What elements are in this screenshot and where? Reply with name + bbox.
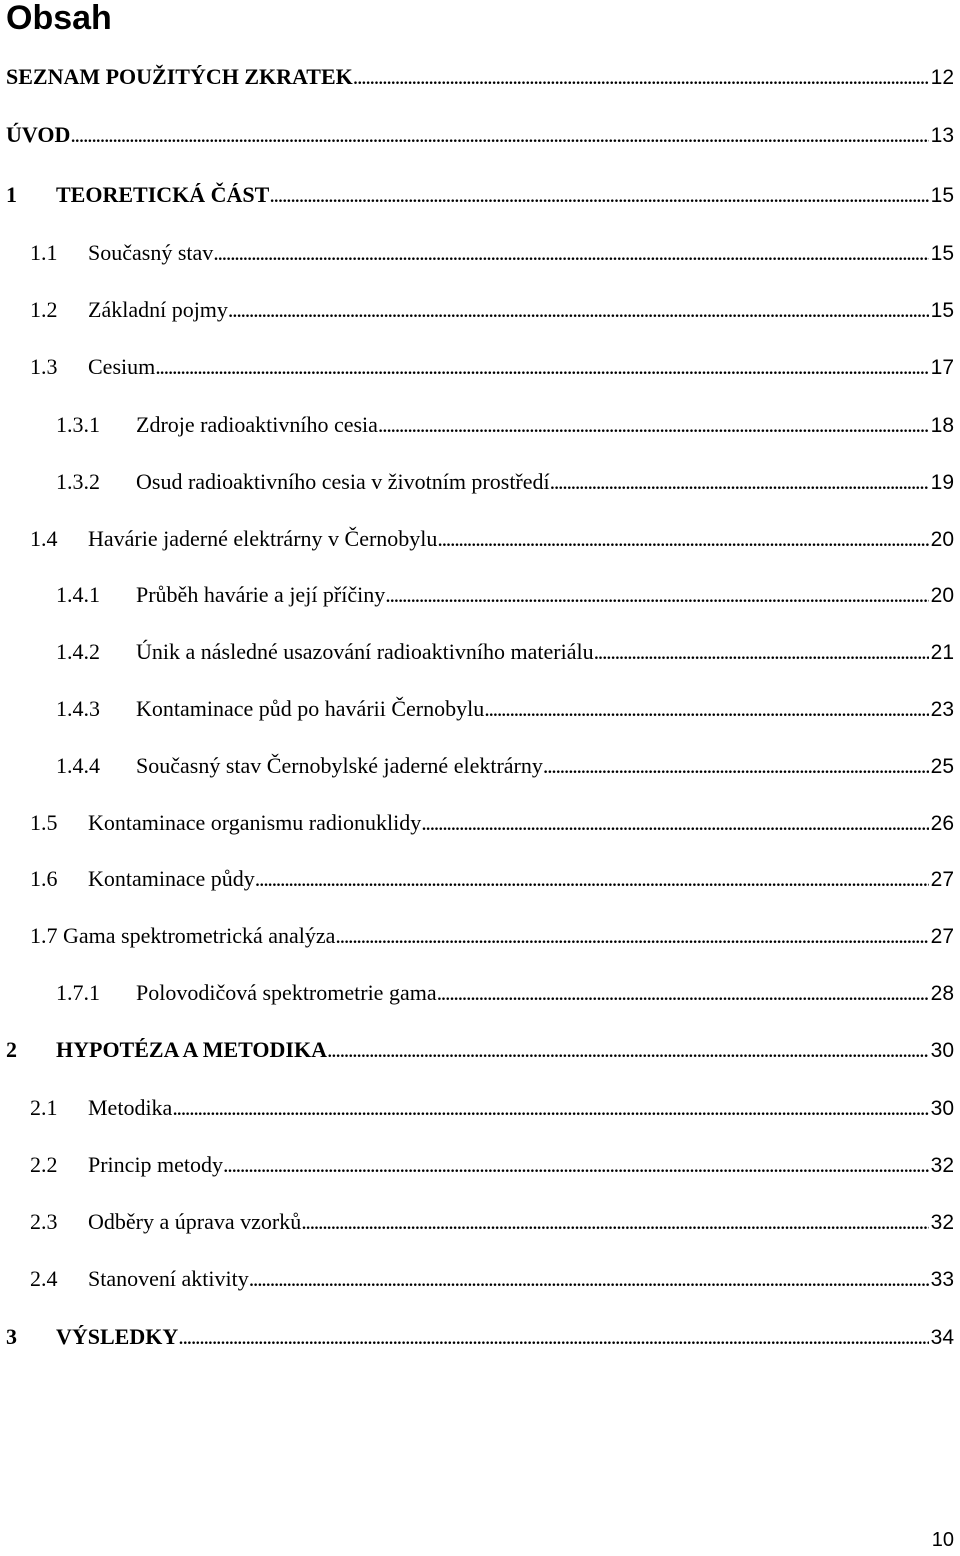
toc-entry[interactable] xyxy=(56,410,954,440)
toc-entry-title: Současný stav Černobylské jaderné elektrárny xyxy=(136,753,543,778)
toc-entry[interactable] xyxy=(56,637,954,667)
toc-entry-number: 1.2 xyxy=(30,297,58,322)
toc-entry-page: 27 xyxy=(930,925,954,948)
toc-entry[interactable] xyxy=(6,1322,954,1352)
toc-leader-dots xyxy=(255,864,929,894)
toc-entry-title: Cesium xyxy=(88,354,156,379)
toc-entry-number: 2.4 xyxy=(30,1266,58,1291)
toc-entry-page: 12 xyxy=(930,66,954,89)
toc-entry[interactable] xyxy=(56,751,954,781)
toc-leader-dots xyxy=(594,637,929,667)
toc-entry[interactable] xyxy=(30,524,954,554)
toc-entry-title: TEORETICKÁ ČÁST xyxy=(56,182,270,207)
toc-entry-page: 21 xyxy=(930,641,954,664)
toc-entry-title: ÚVOD xyxy=(6,122,71,147)
toc-entry[interactable] xyxy=(30,1150,954,1180)
toc-entry[interactable] xyxy=(6,180,954,210)
toc-entry-title: VÝSLEDKY xyxy=(56,1324,179,1349)
toc-leader-dots xyxy=(543,751,929,781)
toc-entry-title: Současný stav xyxy=(88,240,214,265)
toc-entry[interactable] xyxy=(56,978,954,1008)
toc-entry-title: Základní pojmy xyxy=(88,297,228,322)
toc-leader-dots xyxy=(378,410,929,440)
toc-leader-dots xyxy=(550,467,929,497)
toc-entry-page: 23 xyxy=(930,698,954,721)
page-number: 10 xyxy=(931,1529,954,1551)
toc-entry-title: Únik a následné usazování radioaktivního materiálu xyxy=(136,639,594,664)
toc-entry[interactable] xyxy=(30,352,954,382)
toc-entry[interactable] xyxy=(30,1264,954,1294)
toc-entry[interactable] xyxy=(56,467,954,497)
toc-entry-page: 18 xyxy=(930,414,954,437)
toc-entry[interactable] xyxy=(30,1207,954,1237)
toc-entry-page: 28 xyxy=(930,982,954,1005)
toc-entry-number: 2 xyxy=(6,1037,17,1062)
toc-entry[interactable] xyxy=(30,295,954,325)
toc-entry-page: 15 xyxy=(930,299,954,322)
toc-entry-number: 1.4.3 xyxy=(56,696,100,721)
toc-entry-page: 30 xyxy=(930,1097,954,1120)
toc-entry[interactable] xyxy=(6,120,954,150)
toc-entry-page: 15 xyxy=(930,242,954,265)
toc-entry[interactable] xyxy=(56,580,954,610)
toc-title: Obsah xyxy=(6,0,112,37)
toc-entry-page: 33 xyxy=(930,1268,954,1291)
toc-entry-number: 1.4.2 xyxy=(56,639,100,664)
toc-entry-page: 30 xyxy=(930,1039,954,1062)
toc-leader-dots xyxy=(301,1207,928,1237)
toc-leader-dots xyxy=(327,1035,929,1065)
toc-entry[interactable] xyxy=(6,1035,954,1065)
toc-entry-page: 32 xyxy=(930,1154,954,1177)
toc-leader-dots xyxy=(155,352,928,382)
toc-entry-title: Stanovení aktivity xyxy=(88,1266,249,1291)
toc-leader-dots xyxy=(335,921,928,951)
toc-entry-title: Kontaminace půdy xyxy=(88,866,255,891)
toc-entry-title: Polovodičová spektrometrie gama xyxy=(136,980,437,1005)
toc-entry-page: 20 xyxy=(930,584,954,607)
toc-entry-page: 20 xyxy=(930,528,954,551)
toc-entry-title: Průběh havárie a její příčiny xyxy=(136,582,386,607)
toc-entry-page: 15 xyxy=(930,184,954,207)
toc-leader-dots xyxy=(353,62,929,92)
toc-entry-number: 1.3 xyxy=(30,354,58,379)
toc-entry-number: 1.4.1 xyxy=(56,582,100,607)
toc-leader-dots xyxy=(484,694,928,724)
toc-leader-dots xyxy=(437,524,928,554)
toc-entry-number: 1.3.1 xyxy=(56,412,100,437)
toc-entry[interactable] xyxy=(30,238,954,268)
toc-entry-title: Kontaminace půd po havárii Černobylu xyxy=(136,696,485,721)
toc-leader-dots xyxy=(70,120,928,150)
toc-leader-dots xyxy=(385,580,928,610)
toc-entry-number: 1.1 xyxy=(30,240,58,265)
toc-entry-number: 1 xyxy=(6,182,17,207)
toc-entry-page: 19 xyxy=(930,471,954,494)
toc-entry-title: SEZNAM POUŽITÝCH ZKRATEK xyxy=(6,64,353,89)
toc-entry[interactable] xyxy=(6,62,954,92)
toc-entry-number: 1.7.1 xyxy=(56,980,100,1005)
toc-entry[interactable] xyxy=(56,694,954,724)
toc-entry-title: Kontaminace organismu radionuklidy xyxy=(88,810,422,835)
toc-entry[interactable] xyxy=(30,921,954,951)
toc-leader-dots xyxy=(223,1150,929,1180)
toc-entry-page: 17 xyxy=(930,356,954,379)
toc-entry-page: 34 xyxy=(930,1326,954,1349)
toc-entry-number: 2.3 xyxy=(30,1209,58,1234)
toc-entry-page: 27 xyxy=(930,868,954,891)
toc-leader-dots xyxy=(228,295,929,325)
toc-entry-title: Metodika xyxy=(88,1095,173,1120)
toc-leader-dots xyxy=(172,1093,928,1123)
toc-entry-title: 1.7 Gama spektrometrická analýza xyxy=(30,923,336,948)
toc-entry[interactable] xyxy=(30,1093,954,1123)
toc-leader-dots xyxy=(249,1264,929,1294)
toc-leader-dots xyxy=(269,180,928,210)
toc-entry-page: 26 xyxy=(930,812,954,835)
toc-leader-dots xyxy=(213,238,928,268)
toc-entry-title: Princip metody xyxy=(88,1152,224,1177)
toc-entry-number: 3 xyxy=(6,1324,17,1349)
toc-entry-number: 2.2 xyxy=(30,1152,58,1177)
toc-entry-number: 1.5 xyxy=(30,810,58,835)
toc-entry-number: 1.4 xyxy=(30,526,58,551)
toc-leader-dots xyxy=(437,978,929,1008)
toc-entry-title: Havárie jaderné elektrárny v Černobylu xyxy=(88,526,438,551)
toc-entry[interactable] xyxy=(30,864,954,894)
toc-entry-page: 13 xyxy=(930,124,954,147)
toc-entry-number: 2.1 xyxy=(30,1095,58,1120)
toc-entry-number: 1.3.2 xyxy=(56,469,100,494)
toc-entry-number: 1.6 xyxy=(30,866,58,891)
toc-entry-title: HYPOTÉZA A METODIKA xyxy=(56,1037,327,1062)
toc-leader-dots xyxy=(421,808,928,838)
toc-entry-title: Odběry a úprava vzorků xyxy=(88,1209,302,1234)
toc-entry-number: 1.4.4 xyxy=(56,753,100,778)
toc-entry[interactable] xyxy=(30,808,954,838)
toc-entry-page: 32 xyxy=(930,1211,954,1234)
toc-entry-page: 25 xyxy=(930,755,954,778)
toc-leader-dots xyxy=(178,1322,928,1352)
toc-entry-title: Osud radioaktivního cesia v životním prostředí xyxy=(136,469,550,494)
toc-entry-title: Zdroje radioaktivního cesia xyxy=(136,412,378,437)
